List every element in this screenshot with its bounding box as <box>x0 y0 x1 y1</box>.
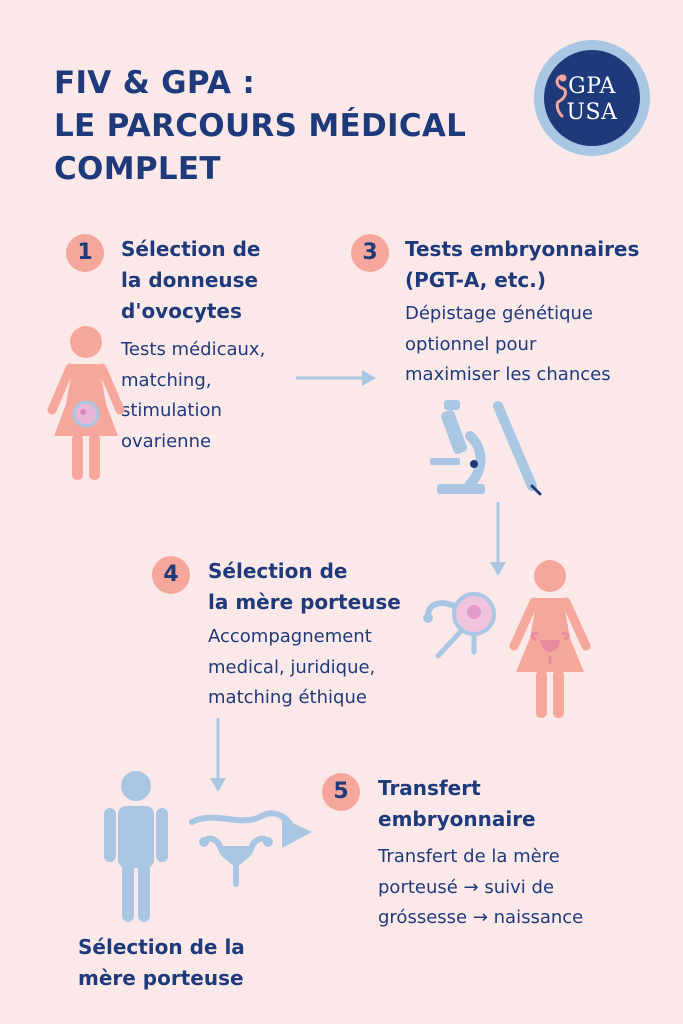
step-1-text-line: Tests médicaux, <box>121 339 266 360</box>
arrow-icon <box>490 502 506 576</box>
title-line-2: LE PARCOURS MÉDICAL <box>54 108 467 144</box>
step-5-text-line: porteusé → suivi de <box>378 876 555 898</box>
arrow-icon <box>282 818 312 848</box>
step-4-text-line: medical, juridique, <box>208 656 376 678</box>
bottom-label-line: Sélection de la <box>78 935 245 959</box>
step-3-text-line: optionnel pour <box>405 333 537 355</box>
step-5-text-line: gróssesse → naissance <box>378 907 584 928</box>
step-3-text-line: maximiser les chances <box>405 364 611 385</box>
pipette-icon <box>498 406 540 494</box>
step-4-text-line: matching éthique <box>208 687 367 708</box>
title-line-3: COMPLET <box>54 151 221 187</box>
uterus-icon <box>192 813 294 884</box>
microscope-icon <box>430 400 485 494</box>
step-1-heading-line: d'ovocytes <box>121 299 242 323</box>
step-1-heading-line: Sélection de <box>121 237 261 261</box>
egg-injection-icon <box>423 594 494 656</box>
step-3-text-line: Dépistage génétique <box>405 303 593 324</box>
step-4-heading-line: la mère porteuse <box>208 590 401 614</box>
step-3-heading-line: (PGT-A, etc.) <box>405 268 546 292</box>
man-figure-icon <box>104 771 168 922</box>
step-1-text-line: ovarienne <box>121 430 212 452</box>
woman-figure-icon <box>52 326 120 480</box>
step-5-text-line: Transfert de la mère <box>378 846 560 867</box>
title-line-1: FIV & GPA : <box>54 65 256 101</box>
step-3-heading-line: Tests embryonnaires <box>405 237 640 261</box>
step-5-heading-line: embryonnaire <box>378 807 536 831</box>
step-5-heading-line: Transfert <box>378 776 481 800</box>
arrow-icon <box>210 718 226 792</box>
arrow-icon <box>296 370 376 386</box>
woman-figure-icon <box>514 560 586 718</box>
logo-text-gpa: GPA <box>568 74 616 99</box>
step-1-text-line: stimulation <box>121 400 222 421</box>
step-4-badge: 4 <box>152 556 190 594</box>
step-1-badge: 1 <box>66 234 104 272</box>
step-1-heading-line: la donneuse <box>121 268 259 292</box>
step-1-text-line: matching, <box>121 369 212 391</box>
step-5-badge: 5 <box>322 773 360 811</box>
step-4-text-line: Accompagnement <box>208 626 372 647</box>
step-4-heading-line: Sélection de <box>208 559 348 583</box>
bottom-label-line: mère porteuse <box>78 966 244 990</box>
step-3-badge: 3 <box>351 234 389 272</box>
logo-text-usa: USA <box>566 100 618 125</box>
